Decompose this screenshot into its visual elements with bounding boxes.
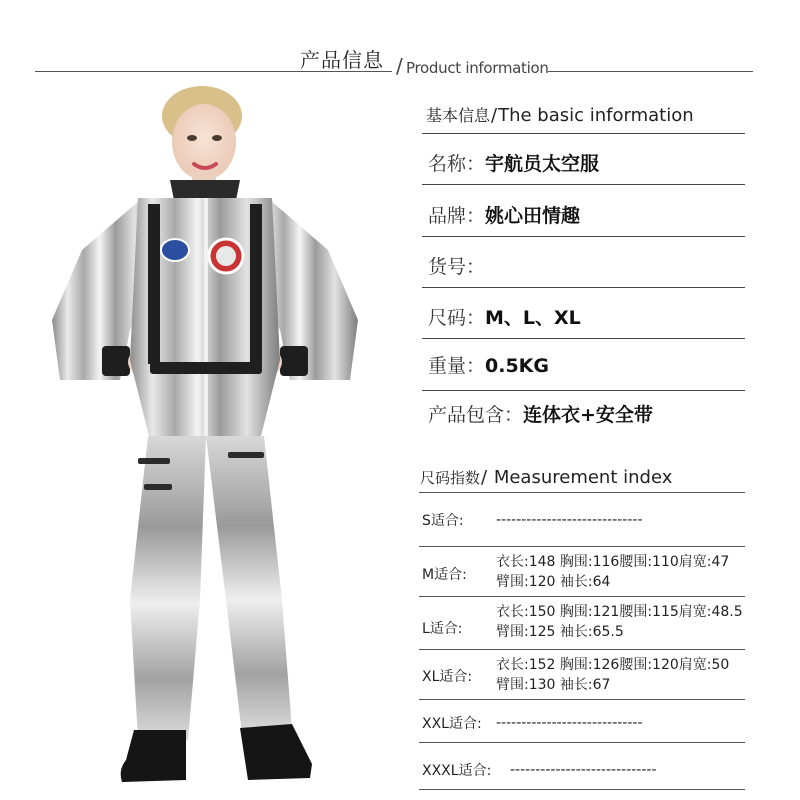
right-boot-shape [240, 724, 312, 780]
size-values-line1: ----------------------------- [496, 512, 643, 528]
measure-title-slash: / [481, 467, 488, 488]
info-key: 名称： [428, 153, 486, 175]
basic-divider [422, 287, 745, 288]
size-label-l: L适合: [422, 621, 463, 637]
basic-divider [422, 184, 745, 185]
basic-divider [422, 390, 745, 391]
measure-divider [419, 789, 745, 790]
size-values-l [496, 602, 743, 642]
size-values-line2: 臂围:125 袖长:65.5 [496, 624, 624, 640]
info-row-name [428, 149, 599, 176]
size-label-s: S适合: [422, 513, 464, 529]
measure-divider [419, 492, 745, 493]
measure-divider [419, 742, 745, 743]
info-key: 重量： [428, 355, 486, 377]
size-label-xxl: XXL适合: [422, 716, 482, 732]
measure-divider [419, 546, 745, 547]
basic-info-title-slash: / [491, 105, 498, 126]
belt-shape [150, 362, 262, 374]
info-key: 品牌： [428, 205, 486, 227]
measure-divider [419, 596, 745, 597]
size-values-m [496, 552, 729, 592]
basic-info-title-cn: 基本信息 [426, 106, 491, 125]
size-values-line1: ----------------------------- [496, 715, 643, 731]
info-row-item-number [428, 252, 485, 279]
size-values-line1: 衣长:152 胸围:126腰围:120肩宽:50 [496, 657, 730, 673]
size-label-xl: XL适合: [422, 669, 473, 685]
info-value: 0.5KG [485, 355, 549, 377]
size-values-line2: 臂围:130 袖长:67 [496, 677, 611, 693]
size-values-s [496, 510, 643, 530]
right-leg-shape [206, 436, 292, 734]
collar-shape [170, 180, 240, 200]
size-values-line1: ----------------------------- [510, 762, 657, 778]
size-values-line1: 衣长:150 胸围:121腰围:115肩宽:48.5 [496, 604, 743, 620]
info-value: 宇航员太空服 [485, 153, 600, 175]
header-rule-right [548, 71, 753, 72]
size-values-line1: 衣长:148 胸围:116腰围:110肩宽:47 [496, 554, 730, 570]
header-title-cn: 产品信息 [300, 48, 384, 72]
header-slash: / [396, 54, 403, 78]
left-boot-shape [121, 730, 186, 782]
basic-info-title [426, 103, 694, 126]
left-leg-shape [130, 436, 206, 740]
info-key: 尺码： [428, 307, 486, 329]
size-values-xxl [496, 713, 643, 733]
basic-divider [422, 133, 745, 134]
size-label-m: M适合: [422, 567, 467, 583]
product-photo [30, 80, 370, 792]
info-key: 货号： [428, 256, 486, 278]
info-row-contents [428, 400, 653, 427]
size-values-line2: 臂围:120 袖长:64 [496, 574, 611, 590]
measure-title [420, 467, 672, 488]
info-row-size [428, 303, 581, 330]
nasa-patch [161, 239, 189, 261]
basic-divider [422, 338, 745, 339]
basic-info-title-en: The basic information [498, 105, 694, 126]
measure-divider [419, 649, 745, 650]
measure-title-en: Measurement index [488, 467, 673, 488]
size-values-xxxl [510, 760, 657, 780]
info-value: 连体衣+安全带 [523, 404, 653, 426]
basic-divider [422, 236, 745, 237]
info-row-brand [428, 201, 580, 228]
info-key: 产品包含： [428, 404, 524, 426]
header-title-en: Product information [406, 59, 549, 77]
info-row-weight [428, 351, 549, 378]
measure-title-cn: 尺码指数 [420, 469, 481, 487]
size-label-xxxl: XXXL适合: [422, 763, 492, 779]
info-value: 姚心田情趣 [485, 205, 581, 227]
info-value: M、L、XL [485, 307, 581, 329]
measure-divider [419, 699, 745, 700]
size-values-xl [496, 655, 729, 695]
